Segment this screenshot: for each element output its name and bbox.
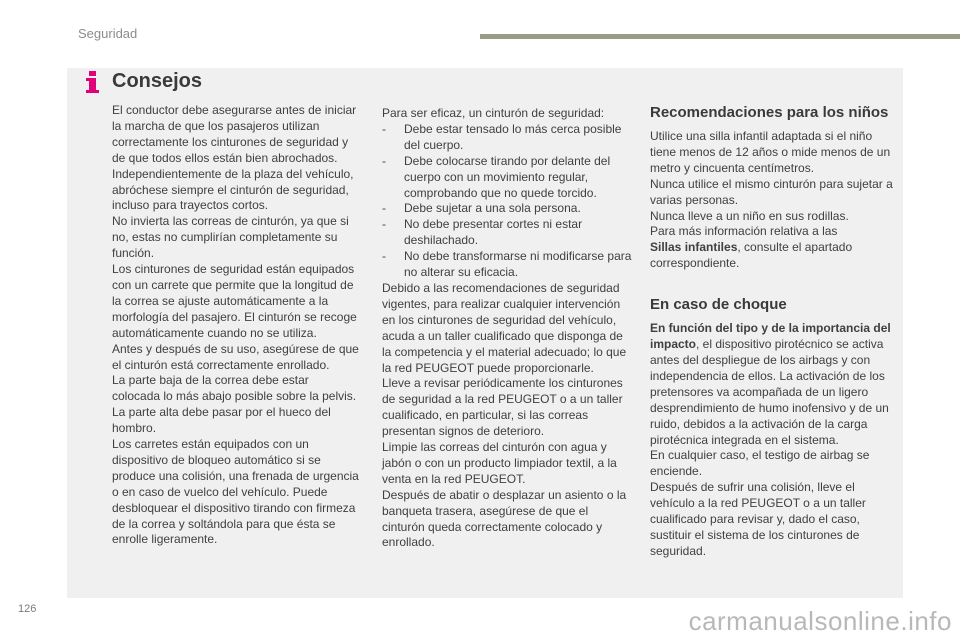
bullet-item: - No debe presentar cortes ni estar deshilachado. (382, 217, 634, 249)
paragraph: Después de abatir o desplazar un asiento o la banqueta trasera, asegúrese de que el cinturón queda correctamente colocado y enrollado. (382, 487, 627, 550)
info-icon (86, 71, 99, 93)
bullet-item: - Debe estar tensado lo más cerca posible del cuerpo. (382, 122, 634, 154)
paragraph: Los carretes están equipados con un dispositivo de bloqueo automático si se produce una colisión, una frenada de urgencia o en caso de vuelco del vehículo. Puede desbloquear el dispositivo tirando con firmeza de la correa y soltándola para que ésta se enrolle ligeramente. (112, 437, 359, 547)
page-number: 126 (18, 603, 37, 615)
paragraph: Independientemente de la plaza del vehículo, abróchese siempre el cinturón de seguridad, incluso para trayectos cortos. (112, 166, 354, 213)
more-info-prefix: Para más información relativa a las (650, 224, 838, 239)
crash-lead: En función del tipo y de la importancia del impacto (650, 321, 891, 352)
paragraph: Lleve a revisar periódicamente los cinturones de seguridad a la red PEUGEOT o a un taller cualificado, en particular, si las correas presentan signos de deterioro. (382, 376, 623, 439)
section-label: Seguridad (78, 26, 138, 41)
crash-paragraph (650, 321, 900, 448)
paragraph: Utilice una silla infantil adaptada si el niño tiene menos de 12 años o mide menos de un metro y cincuenta centímetros. (650, 129, 891, 175)
panel-title: Consejos (112, 70, 203, 92)
bullet-item: - Debe sujetar a una sola persona. (382, 201, 634, 217)
paragraph: No invierta las correas de cinturón, ya que si no, estas no cumplirían completamente su función. (112, 214, 349, 261)
watermark: carmanualsonline.info (688, 606, 952, 636)
paragraph: Nunca utilice el mismo cinturón para sujetar a varias personas. (650, 176, 893, 207)
paragraph: El conductor debe asegurarse antes de iniciar la marcha de que los pasajeros utilizan correctamente los cinturones de seguridad y de que todos ellos están bien abrochados. (112, 103, 357, 165)
paragraph: Nunca lleve a un niño en sus rodillas. (650, 208, 849, 223)
column-children-and-crash (650, 104, 900, 560)
bullet-item: - Debe colocarse tirando por delante del cuerpo con un movimiento regular, comprobando que no quede torcido. (382, 154, 634, 202)
more-info-suffix: , consulte el apartado correspondiente. (650, 240, 853, 271)
paragraph: La parte baja de la correa debe estar colocada lo más abajo posible sobre la pelvis. (112, 373, 357, 404)
bullet-item: - No debe transformarse ni modificarse para no alterar su eficacia. (382, 249, 634, 281)
header-accent-bar (480, 34, 960, 39)
paragraph: Antes y después de su uso, asegúrese de que el cinturón está correctamente enrollado. (112, 341, 359, 372)
paragraph: Limpie las correas del cinturón con agua y jabón o con un producto limpiador textil, a la venta en la red PEUGEOT. (382, 440, 617, 486)
paragraph: Los cinturones de seguridad están equipados con un carrete que permite que la longitud de la correa se ajuste automáticamente a la morfología del pasajero. El cinturón se recoge automáticamente cuando no se utiliza. (112, 262, 357, 340)
section-title-crash: En caso de choque (650, 296, 787, 314)
section-title-children: Recomendaciones para los niños (650, 104, 889, 121)
more-info-paragraph (650, 224, 900, 272)
paragraph: La parte alta debe pasar por el hueco del hombro. (112, 405, 331, 436)
paragraph: Después de sufrir una colisión, lleve el vehículo a la red PEUGEOT o a un taller cualificado para revisar y, dado el caso, sustituir el sistema de los cinturones de seguridad. (650, 480, 866, 558)
paragraph: En cualquier caso, el testigo de airbag se enciende. (650, 448, 870, 479)
column-general-advice (112, 103, 360, 548)
paragraph: Debido a las recomendaciones de seguridad vigentes, para realizar cualquier intervención en los cinturones de seguridad del vehículo, acuda a un taller cualificado que disponga de la competencia y el material adecuado; lo que la red PEUGEOT puede proporcionarle. (382, 280, 627, 375)
intro-text: Para ser eficaz, un cinturón de seguridad: (382, 106, 605, 120)
column-belt-effectiveness (382, 106, 634, 551)
crash-lead-rest: , el dispositivo pirotécnico se activa antes del despliegue de los airbags y con independencia de ellos. La activación de los pretensores va acompañada de un ligero desprendimiento de humo inofensivo y de un ruido, debidos a la activación de la carga pirotécnica integrada en el sistema. (650, 337, 889, 447)
child-seats-reference: Sillas infantiles (650, 240, 738, 255)
